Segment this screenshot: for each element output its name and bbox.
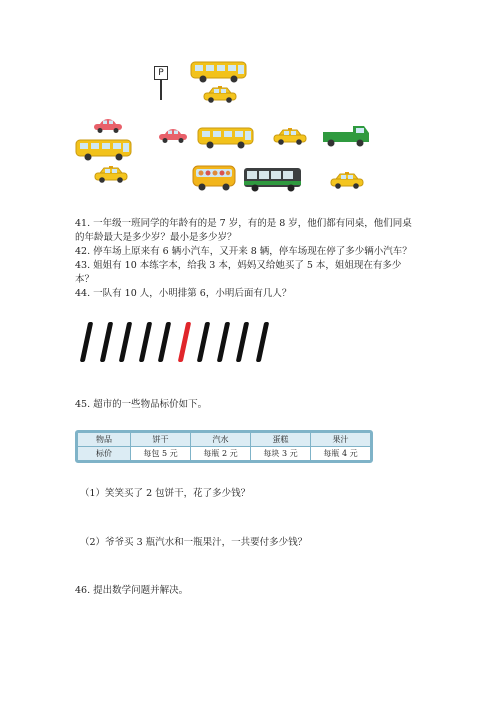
question-42: 42. 停车场上原来有 6 辆小汽车，又开来 8 辆，停车场现在停了多少辆小汽车？ — [75, 246, 412, 257]
table-header-cell: 果汁 — [311, 433, 371, 447]
table-header-cell: 物品 — [78, 433, 131, 447]
queue-person — [80, 322, 94, 362]
table-cell: 每块 3 元 — [251, 447, 311, 461]
school-bus-icon — [192, 164, 236, 192]
question-43-line-1: 43. 姐姐有 10 本练字本，给我 3 本，妈妈又给她买了 5 本，姐姐现在有多少 — [75, 260, 402, 271]
question-41-line-2: 的年龄最大是多少岁？最小是多少岁？ — [75, 232, 237, 243]
table-cell: 每瓶 2 元 — [191, 447, 251, 461]
taxi-icon — [94, 166, 128, 184]
price-table-row — [78, 447, 371, 461]
yellow-bus-icon — [190, 60, 248, 84]
queue-person — [255, 322, 269, 362]
price-table — [75, 430, 373, 463]
question-41-line-1: 41. 一年级一班同学的年龄有的是 7 岁，有的是 8 岁，他们都有同桌，他们同桌 — [75, 218, 412, 229]
parking-lot-illustration — [0, 0, 500, 200]
queue-person — [197, 322, 211, 362]
queue-person — [236, 322, 250, 362]
queue-person-xiaoming — [177, 322, 191, 362]
taxi-icon — [273, 128, 307, 146]
queue-person — [216, 322, 230, 362]
question-44: 44. 一队有 10 人，小明排第 6，小明后面有几人？ — [75, 288, 292, 299]
red-car-icon — [158, 128, 188, 144]
yellow-bus-icon — [75, 138, 133, 162]
price-table-header-row — [78, 433, 371, 447]
yellow-bus-icon — [197, 126, 255, 150]
table-header-cell: 蛋糕 — [251, 433, 311, 447]
question-45-part-1: （1）笑笑买了 2 包饼干，花了多少钱？ — [80, 488, 251, 499]
green-truck-icon — [322, 122, 370, 148]
queue-person — [158, 322, 172, 362]
question-43-line-2: 本？ — [75, 274, 95, 285]
table-header-cell: 饼干 — [131, 433, 191, 447]
queue-person — [119, 322, 133, 362]
table-header-cell: 汽水 — [191, 433, 251, 447]
parking-sign-post — [160, 80, 162, 100]
queue-person — [138, 322, 152, 362]
question-45-part-2: （2）爷爷买 3 瓶汽水和一瓶果汁，一共要付多少钱？ — [80, 537, 308, 548]
table-cell: 每包 5 元 — [131, 447, 191, 461]
green-bus-icon — [243, 166, 303, 194]
question-46-title: 46. 提出数学问题并解决。 — [75, 585, 189, 596]
parking-sign: P — [154, 66, 168, 80]
red-car-icon — [93, 118, 123, 134]
queue-person — [99, 322, 113, 362]
table-cell: 每瓶 4 元 — [311, 447, 371, 461]
question-45-title: 45. 超市的一些物品标价如下。 — [75, 399, 208, 410]
taxi-icon — [203, 86, 237, 104]
table-cell: 标价 — [78, 447, 131, 461]
taxi-icon — [330, 172, 364, 190]
